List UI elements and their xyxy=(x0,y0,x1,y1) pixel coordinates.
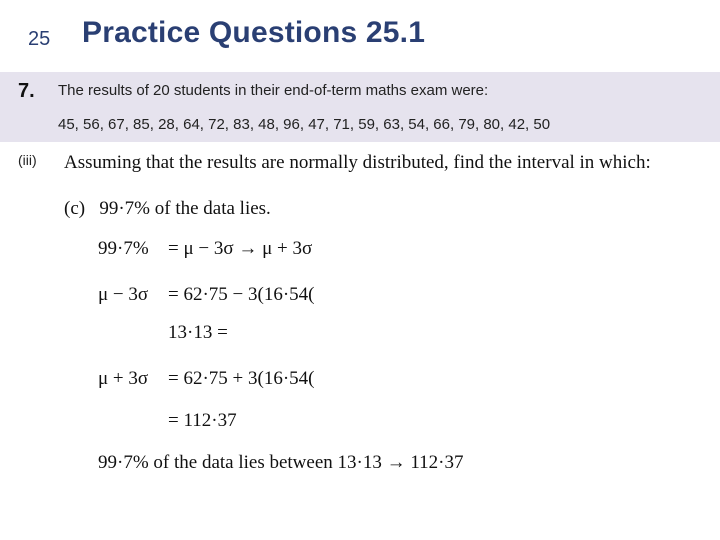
working-line2-right: = 62·75 − 3(16·54( xyxy=(168,284,315,305)
part-instruction: Assuming that the results are normally distributed, find the interval in which: xyxy=(64,152,651,173)
working-line4-right: = 62·75 + 3(16·54( xyxy=(168,368,315,389)
working-line4-left: μ + 3σ xyxy=(98,368,149,389)
working-line3: 13·13 = xyxy=(168,322,228,343)
page-header xyxy=(0,0,720,72)
question-data: 45, 56, 67, 85, 28, 64, 72, 83, 48, 96, 47, 71, 59, 63, 54, 66, 79, 80, 42, 50 xyxy=(58,116,551,133)
chapter-number: 25 xyxy=(28,28,51,50)
question-number: 7. xyxy=(18,80,35,102)
page-title: Practice Questions 25.1 xyxy=(82,16,426,49)
working-line1-right: = μ − 3σ → μ + 3σ xyxy=(168,238,313,259)
conclusion: 99·7% of the data lies between 13·13 → 112·37 xyxy=(98,452,464,473)
question-prompt: The results of 20 students in their end-of-term maths exam were: xyxy=(58,82,489,99)
working-line5: = 112·37 xyxy=(168,410,237,431)
part-label: (iii) xyxy=(18,152,37,168)
working-line2-left: μ − 3σ xyxy=(98,284,149,305)
working-line1-left: 99·7% xyxy=(98,238,149,259)
subpart-text: (c) 99·7% of the data lies. xyxy=(64,198,271,219)
